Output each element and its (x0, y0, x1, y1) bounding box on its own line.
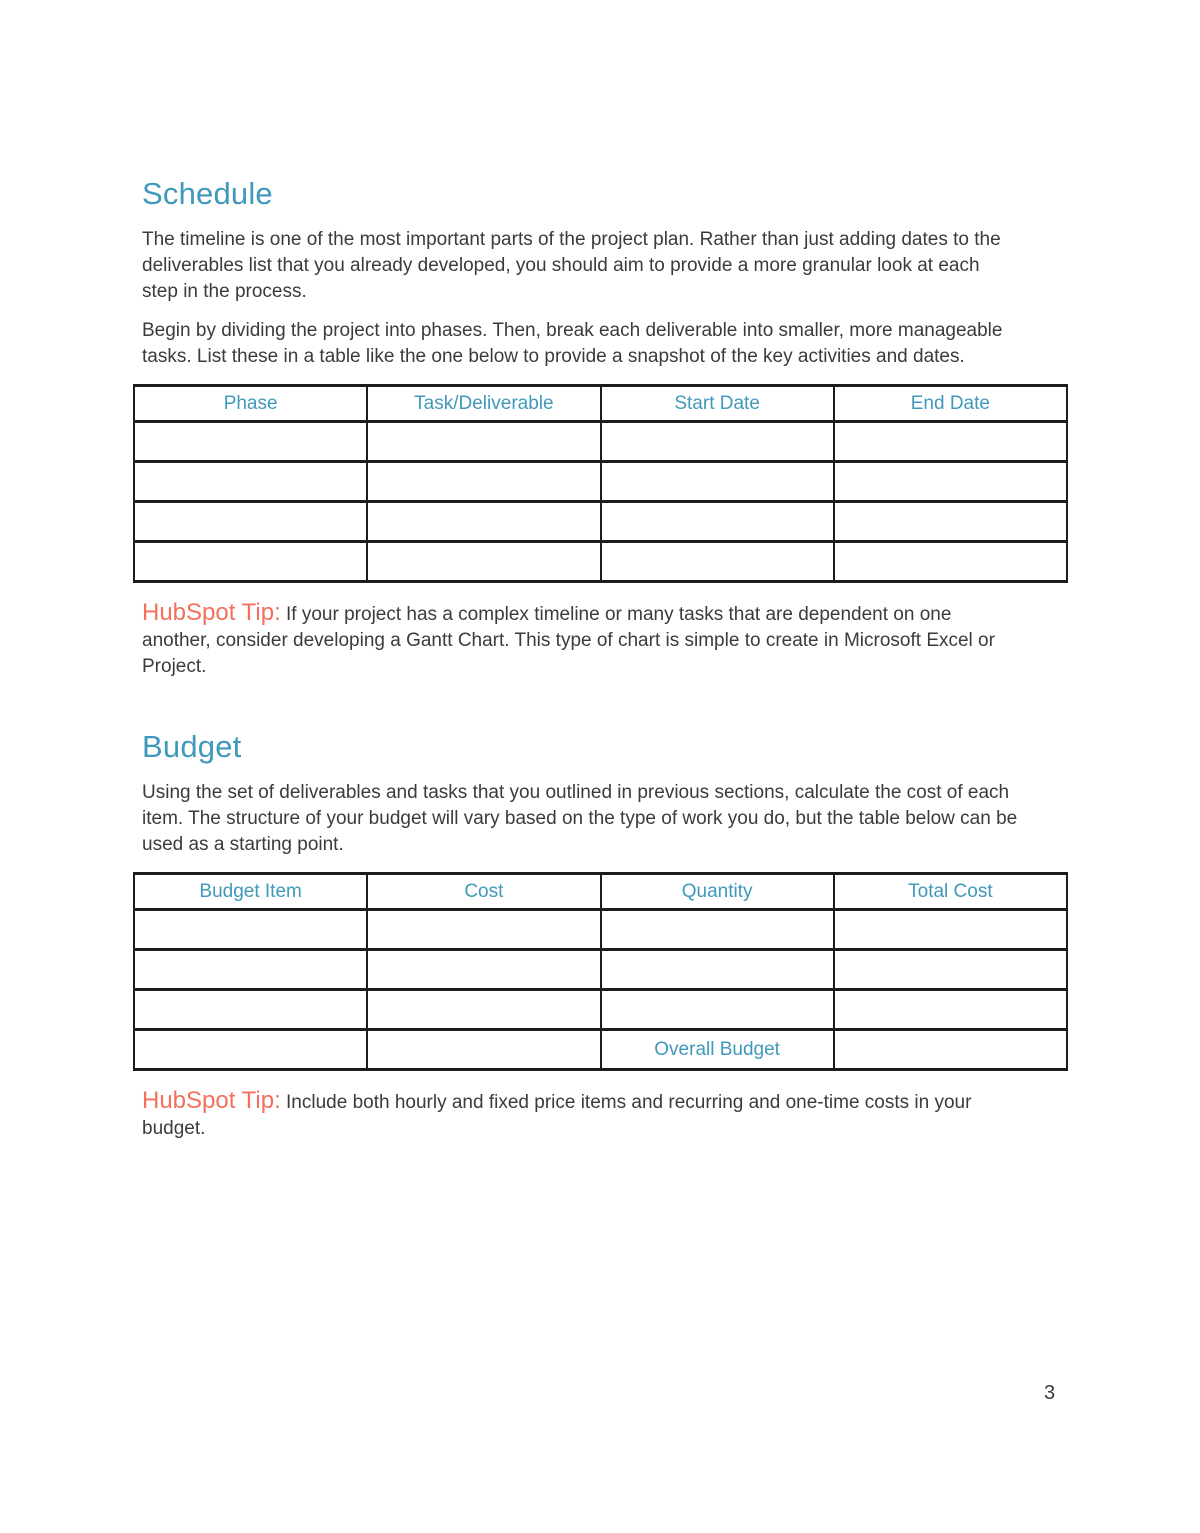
budget-table (133, 872, 1068, 1071)
empty-cell (601, 462, 834, 502)
schedule-paragraph-1: The timeline is one of the most important parts of the project plan. Rather than just adding dates to the deliverables list that you already developed, you should aim to provide a more granular look at each step in the process. (142, 229, 1001, 302)
empty-cell (134, 950, 367, 990)
empty-cell (367, 542, 600, 582)
empty-cell (601, 910, 834, 950)
budget-table-header-row (134, 874, 1067, 910)
empty-cell (367, 1030, 600, 1070)
schedule-table-header-row (134, 386, 1067, 422)
budget-section (142, 729, 1020, 1142)
table-row (134, 502, 1067, 542)
schedule-table (133, 384, 1068, 583)
empty-cell (367, 422, 600, 462)
empty-cell (134, 910, 367, 950)
table-row (134, 1030, 1067, 1070)
schedule-tip (142, 600, 1020, 680)
column-header: Quantity (601, 874, 834, 910)
column-header: Task/Deliverable (367, 386, 600, 422)
table-row (134, 542, 1067, 582)
empty-cell (367, 990, 600, 1030)
empty-cell (834, 1030, 1067, 1070)
schedule-paragraph-2: Begin by dividing the project into phases. Then, break each deliverable into smaller, more manageable tasks. List these in a table like the one below to provide a snapshot of the key activities and dates. (142, 320, 1003, 367)
empty-cell (834, 422, 1067, 462)
empty-cell (834, 950, 1067, 990)
empty-cell (367, 910, 600, 950)
empty-cell (134, 422, 367, 462)
table-row (134, 462, 1067, 502)
empty-cell (834, 462, 1067, 502)
empty-cell (134, 990, 367, 1030)
schedule-section (142, 176, 1020, 680)
empty-cell (367, 950, 600, 990)
empty-cell (601, 950, 834, 990)
tip-text: Include both hourly and fixed price items and recurring and one-time costs in your budget. (142, 1092, 972, 1139)
page-content (142, 176, 1020, 1142)
tip-label: HubSpot Tip: (142, 1087, 281, 1114)
budget-heading: Budget (142, 729, 242, 764)
column-header: Cost (367, 874, 600, 910)
budget-tip (142, 1088, 1020, 1142)
table-row (134, 910, 1067, 950)
empty-cell (834, 502, 1067, 542)
table-row (134, 422, 1067, 462)
empty-cell (834, 990, 1067, 1030)
schedule-heading: Schedule (142, 176, 273, 211)
column-header: Budget Item (134, 874, 367, 910)
column-header: Phase (134, 386, 367, 422)
column-header: Start Date (601, 386, 834, 422)
empty-cell (601, 990, 834, 1030)
empty-cell (367, 462, 600, 502)
empty-cell (834, 910, 1067, 950)
empty-cell (134, 462, 367, 502)
empty-cell (834, 542, 1067, 582)
table-row (134, 990, 1067, 1030)
empty-cell (134, 1030, 367, 1070)
page-number: 3 (1044, 1382, 1056, 1404)
tip-label: HubSpot Tip: (142, 599, 281, 626)
column-header: End Date (834, 386, 1067, 422)
column-header: Total Cost (834, 874, 1067, 910)
empty-cell (601, 542, 834, 582)
empty-cell (134, 502, 367, 542)
budget-paragraph-1: Using the set of deliverables and tasks that you outlined in previous sections, calculate the cost of each item. The structure of your budget will vary based on the type of work you do, but the table below can be used as a starting point. (142, 782, 1018, 855)
table-row (134, 950, 1067, 990)
tip-text: If your project has a complex timeline or many tasks that are dependent on one another, consider developing a Gantt Chart. This type of chart is simple to create in Microsoft Excel or Project. (142, 604, 995, 677)
empty-cell (601, 422, 834, 462)
overall-budget-cell: Overall Budget (601, 1030, 834, 1070)
empty-cell (601, 502, 834, 542)
empty-cell (134, 542, 367, 582)
empty-cell (367, 502, 600, 542)
